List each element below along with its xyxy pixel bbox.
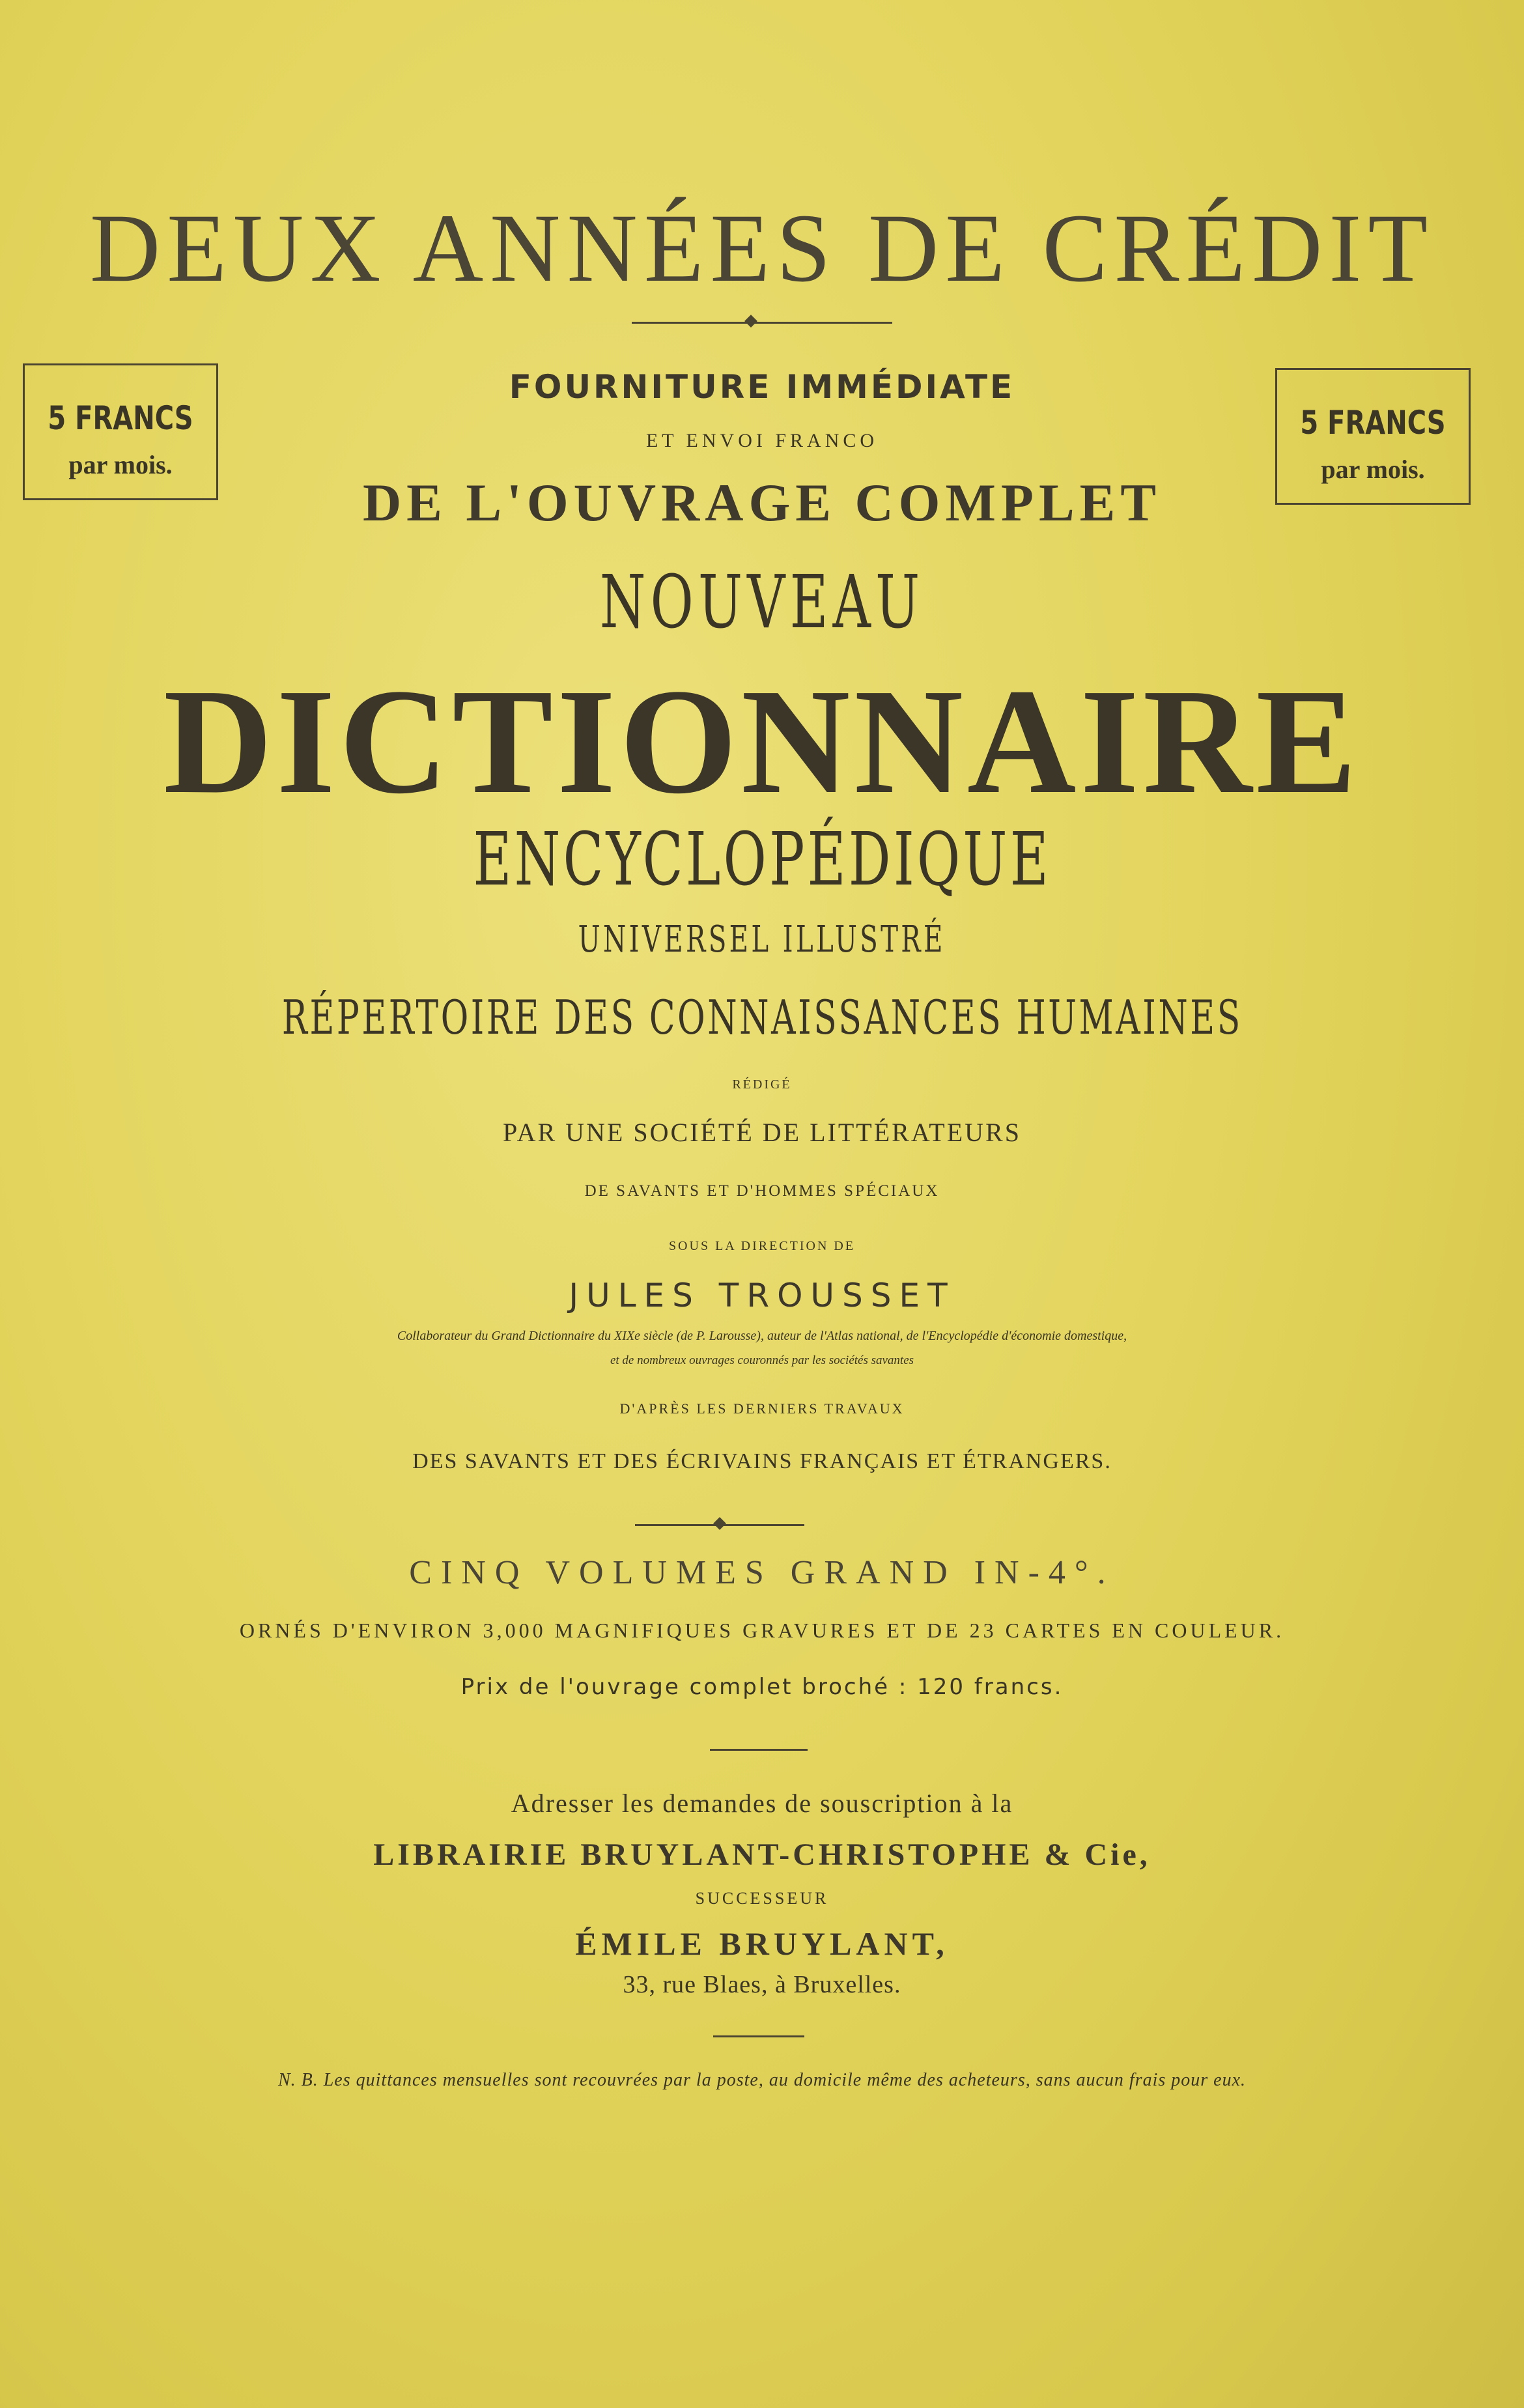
successeur-label: SUCCESSEUR [695,1889,829,1908]
title-dictionnaire: DICTIONNAIRE [163,658,1361,825]
title-universel: UNIVERSEL ILLUSTRÉ [578,918,946,961]
des-savants-line: DES SAVANTS ET DES ÉCRIVAINS FRANÇAIS ET ÉTRANGERS. [412,1449,1112,1473]
left-price-amount: 5 FRANCS [48,399,193,437]
volumes-ornes: ORNÉS D'ENVIRON 3,000 MAGNIFIQUES GRAVURES ET DE 23 CARTES EN COULEUR. [239,1619,1285,1642]
par-societe: PAR UNE SOCIÉTÉ DE LITTÉRATEURS [503,1118,1021,1147]
right-price-period: par mois. [1321,455,1425,484]
footer-note: N. B. Les quittances mensuelles sont recouvrées par la poste, au domicile même des acheteurs, sans aucun frais pour eux. [277,2070,1247,2090]
publisher-address: 33, rue Blaes, à Bruxelles. [623,1971,901,1998]
director-name: JULES TROUSSET [569,1277,955,1314]
ornament-rule-4 [713,2035,804,2038]
volumes-prix: Prix de l'ouvrage complet broché : 120 francs. [460,1674,1064,1700]
volumes-count: CINQ VOLUMES GRAND IN-4°. [409,1554,1115,1591]
apres-line: D'APRÈS LES DERNIERS TRAVAUX [619,1400,905,1417]
ornament-rule [632,322,892,324]
credit-heading: DEUX ANNÉES DE CRÉDIT [89,194,1435,302]
offer-line-3: DE L'OUVRAGE COMPLET [362,473,1162,532]
librairie-name: LIBRAIRIE BRUYLANT-CHRISTOPHE & Cie, [373,1837,1151,1872]
direction-label: SOUS LA DIRECTION DE [668,1239,856,1253]
publisher-name: ÉMILE BRUYLANT, [575,1925,949,1962]
director-credits-2: et de nombreux ouvrages couronnés par les sociétés savantes [610,1353,914,1367]
ornament-rule-2 [635,1524,804,1527]
title-nouveau: NOUVEAU [599,560,925,645]
title-repertoire: RÉPERTOIRE DES CONNAISSANCES HUMAINES [281,990,1243,1045]
right-price-amount: 5 FRANCS [1300,404,1446,442]
title-encyclopedique: ENCYCLOPÉDIQUE [473,817,1051,902]
adresser-line: Adresser les demandes de souscription à la [511,1789,1013,1818]
left-price-period: par mois. [68,450,173,479]
director-credits-1: Collaborateur du Grand Dictionnaire du XIXe siècle (de P. Larousse), auteur de l'Atlas national, de l'Encyclopédie d'économie domestique, [397,1329,1127,1343]
savants-line: DE SAVANTS ET D'HOMMES SPÉCIAUX [584,1182,940,1200]
offer-line-2: ET ENVOI FRANCO [645,430,879,451]
redige-label: RÉDIGÉ [732,1077,792,1092]
offer-line-1: FOURNITURE IMMÉDIATE [509,368,1015,406]
ornament-rule-3 [710,1749,808,1751]
